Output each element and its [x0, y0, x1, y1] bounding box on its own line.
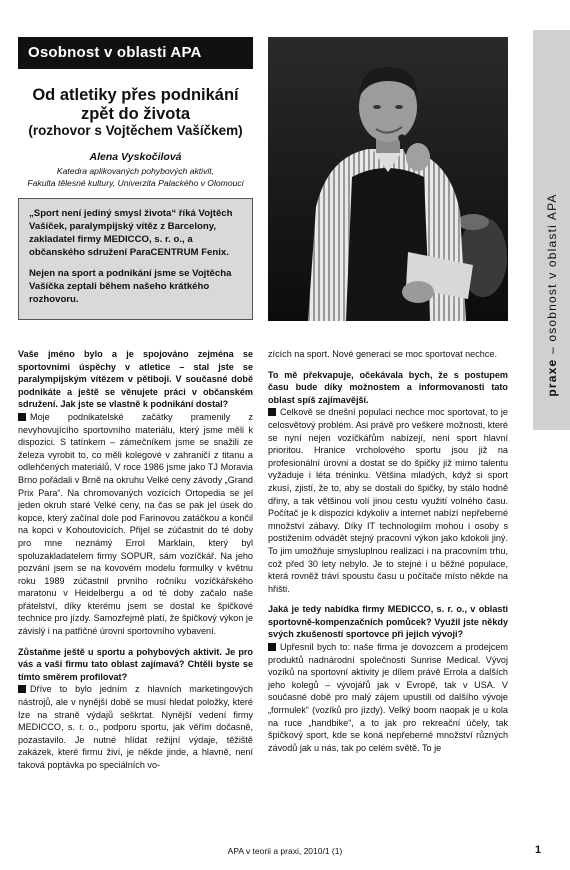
- affiliation-line1: Katedra aplikovaných pohybových aktivit,: [56, 166, 215, 176]
- article-title: [18, 86, 253, 124]
- answer-marker-icon: [268, 643, 276, 651]
- answer-text: Celkově se dnešní populaci nechce moc sportovat, to je celosvětový problém. Asi právě pro veškeré možnosti, které se nyní nejen vozíčkářům nabízejí, není sport hlavní prioritou. Hranice vrcholového sportu jsou již na profesionální úrovni a dostat se do špičky již mimo talentu vyžaduje i léta tréninku. Většina mladých, když si sport zkusí, zjistí, že to, aby se dostali do špičky, by stálo hodně dřiny, a tak většinou volí jinou cestu využití volného času. Počítač je k dispozici kdykoliv a internet nabízí nepřeberné množství zábavy. Díky IT technologiím mohou i osoby s postižením odvádět stejný pracovní výkon jako kdokoli jiný. To jim umožňuje smysluplnou realizaci i na pracovním trhu, což před 30 lety nebylo. Je to stejné i u běžné populace, která rovněž tráví spoustu času u počítače místo někde na hřišti.: [268, 407, 508, 594]
- question: To mě překvapuje, očekávala bych, že s postupem času bude díky možnostem a informovanosti tato oblast spíš zajímavější.: [268, 369, 508, 405]
- intro-quote-box: [18, 198, 253, 320]
- question: Vaše jméno bylo a je spojováno zejména se sportovními úspěchy v atletice – stal jste se paralympijským vítězem v pětiboji. V současné době podnikáte a ještě se věnujete práci v občanském sdružení. Jak jste se vlastně k podnikání dostal?: [18, 349, 253, 410]
- interview-photo: [268, 37, 508, 321]
- answer: [268, 406, 508, 595]
- article-title-line1: Od atletiky přes podnikání: [32, 86, 239, 104]
- left-column: [18, 348, 253, 772]
- article-subtitle: (rozhovor s Vojtěchem Vašíčkem): [28, 123, 243, 138]
- affiliation-line2: Fakulta tělesné kultury, Univerzita Palackého v Olomouci: [27, 178, 244, 188]
- intro-note: Nejen na sport a podnikání jsme se Vojtěcha Vašíčka zeptali během našeho krátkého rozhovoru.: [29, 268, 232, 305]
- answer-marker-icon: [18, 413, 26, 421]
- answer: [18, 411, 253, 638]
- answer-text: Dříve to bylo jedním z hlavních marketingových nástrojů, ale v nynější době se musí hledat položky, které Ize na straně výdajů seškrtat. Nynější vedení firmy MEDICCO, s. r. o., podporu sportu, jak věřím dočasně, pozastavilo. Je nutné hlídat režijní výdaje, těžiště zakázek, které firmu živí, je někde jinde, a hlavně, není taková poptávka po speciálních vo-: [18, 684, 253, 770]
- sidebar-label-bold: praxe: [544, 358, 559, 397]
- page-number: 1: [535, 844, 542, 856]
- sidebar-label: [533, 170, 570, 420]
- author-name: Alena Vyskočilová: [89, 151, 182, 163]
- sidebar-label-rest: – osobnost v oblasti APA: [544, 193, 559, 359]
- article-title-line2: zpět do života: [80, 105, 191, 123]
- right-column: [268, 348, 508, 754]
- question: Zůstaňme ještě u sportu a pohybových aktivit. Je pro vás a vaši firmu tato oblast zajímavá? Chtěli byste se tímto směrem profilovat?: [18, 646, 253, 682]
- continued-text: zících na sport. Nové generaci se moc sportovat nechce.: [268, 349, 497, 359]
- answer: [18, 683, 253, 771]
- author-affiliation: [18, 165, 253, 189]
- answer: [268, 641, 508, 754]
- answer-marker-icon: [18, 685, 26, 693]
- answer-text: Moje podnikatelské začátky pramenily z nevyhovujícího sportovního materiálu, který jsme měli k dispozici. S tatínkem – zámečníkem jsme se snažili ze železa vyrobit to, co měli kolegové v zahraničí z titanu a odlehčených materiálů. V roce 1986 jsme jako TJ Moravia Brno pořádali v Brně na okruhu Velké ceny závody „Grand Prix Para“. Na chromovaných vozících Ortopedia se jel jeden okruh staré Velké ceny, na čas se pak jel úsek do kopce, který začínal dole pod Farinovou zatáčkou a končil na kopci v Kohoutovicích. Přijel se zúčastnit do té doby pro mne neznámý Errol Marklain, který byl spoluzakladatelem firmy SOPUR, sám vozíčkář. Na jeho pozvání jsem se na kovovém modelu formulky v květnu roku 1989 zúčastnil prvního ročníku vozíčkářského maratonu v Heidelbergu a od té doby začalo naše přátelství, díky kterému jsem se dostal ke špičkové technice pro jízdy. Samozřejmě platí, že špičkový výkon je závislý i na patřičné úrovni sportovního vybavení.: [18, 411, 253, 637]
- intro-quote: „Sport není jediný smysl života“ říká Vojtěch Vašíček, paralympijský vítěz z Barcelony, zakladatel firmy MEDICCO, s. r. o., a občanského sdružení ParaCENTRUM Fenix.: [29, 208, 233, 258]
- answer-marker-icon: [268, 408, 276, 416]
- section-title: Osobnost v oblasti APA: [18, 37, 253, 69]
- answer-text: Upřesnil bych to: naše firma je dovozcem a prodejcem produktů nadnárodní společnosti Sunrise Medical. Vývoj vozíků na sportovní aktivity je dílem právě Errola a dalších jeho kolegů – vývojářů jak v Evropě, tak v USA. V současné době pro malý zájem upustili od dalšího vývoje „formulek“ (vozíků pro jízdy). Velký boom naopak je u kola na ruce „handbike“, a to jak pro rekreační účely, tak špičkový sport, kde se koná nepřeberné množství různých závodů jak u nás, tak po celém světě. To je: [268, 642, 508, 753]
- question: Jaká je tedy nabídka firmy MEDICCO, s. r. o., v oblasti sportovně-kompenzačních pomůcek? Využil jste někdy svých zkušeností sportovce při jejich vývoji?: [268, 604, 508, 640]
- journal-footer: APA v teorii a praxi, 2010/1 (1): [227, 846, 343, 856]
